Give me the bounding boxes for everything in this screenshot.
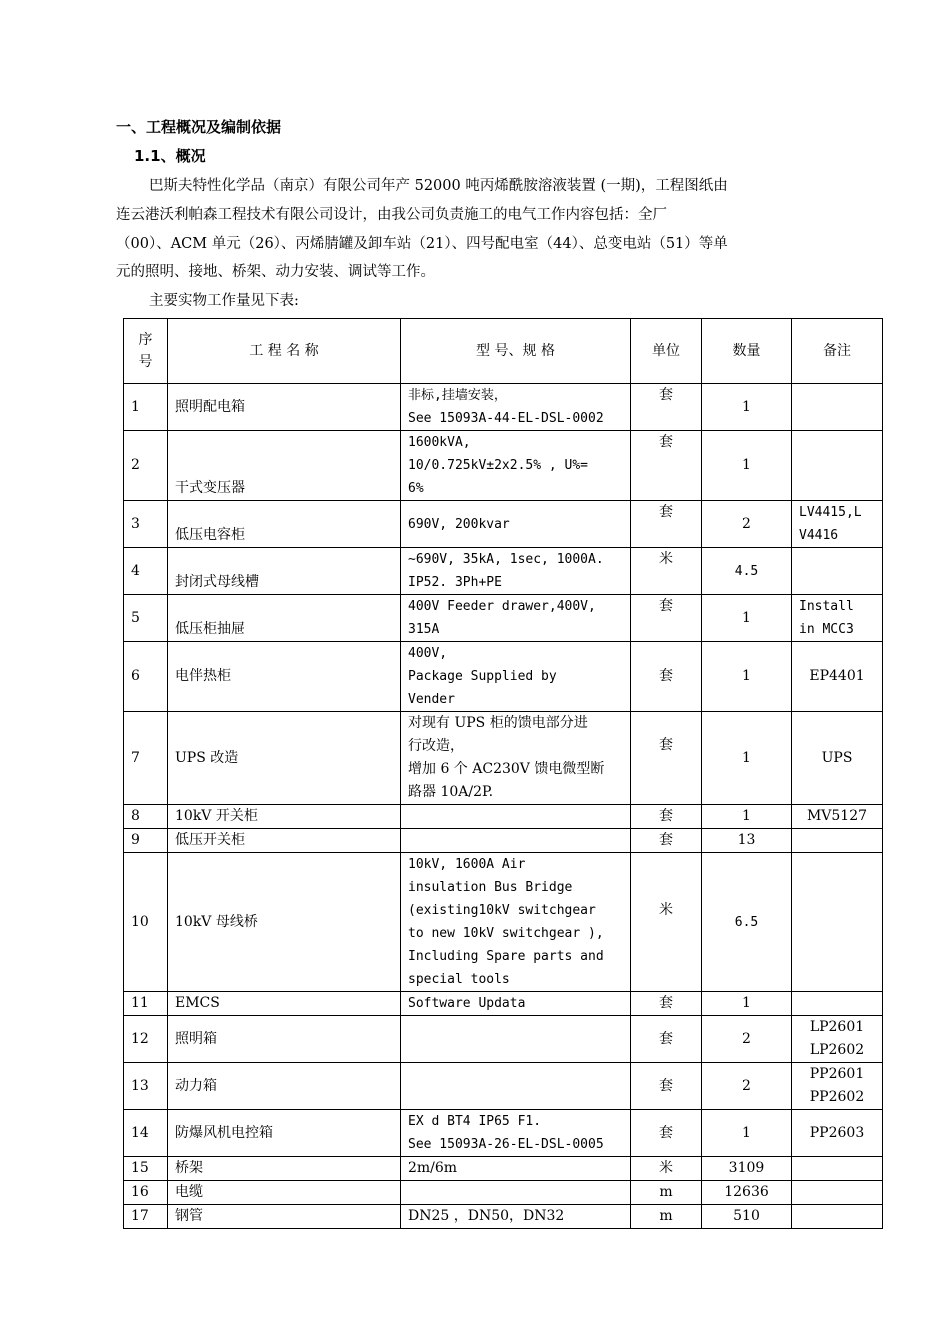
cell-name: 10kV 母线桥	[168, 853, 401, 992]
cell-name: 照明箱	[168, 1016, 401, 1063]
subsection-heading: 1.1、概况	[134, 147, 206, 165]
cell-qty: 1	[702, 595, 792, 642]
table-row	[124, 548, 883, 595]
cell-spec	[401, 805, 631, 829]
cell-qty: 1	[702, 1110, 792, 1157]
spec-text: EX d BT4 IP65 F1. See 15093A-26-EL-DSL-0005	[408, 1114, 604, 1152]
cell-name: 10kV 开关柜	[168, 805, 401, 829]
note-text: PP2601 PP2602	[809, 1066, 865, 1105]
cell-spec	[401, 853, 631, 992]
cell-unit: 套	[631, 1063, 702, 1110]
cell-unit: 套	[631, 712, 702, 805]
note-text: LP2601 LP2602	[809, 1019, 865, 1058]
cell-spec: Software Updata	[401, 992, 631, 1016]
cell-unit: 套	[631, 642, 702, 712]
cell-no: 7	[124, 712, 168, 805]
cell-name: 桥架	[168, 1157, 401, 1181]
header-no-label: 序号	[138, 331, 153, 370]
table-row	[124, 501, 883, 548]
table-row	[124, 992, 883, 1016]
header-note: 备注	[792, 319, 883, 384]
cell-spec	[401, 1016, 631, 1063]
cell-name: UPS 改造	[168, 712, 401, 805]
cell-qty: 1	[702, 992, 792, 1016]
cell-no: 12	[124, 1016, 168, 1063]
cell-no: 6	[124, 642, 168, 712]
cell-name: 动力箱	[168, 1063, 401, 1110]
cell-unit: 套	[631, 595, 702, 642]
cell-name: 电伴热柜	[168, 642, 401, 712]
cell-note	[792, 1181, 883, 1205]
cell-qty: 1	[702, 712, 792, 805]
cell-spec: DN25 ，DN50，DN32	[401, 1205, 631, 1229]
note-text: Install in MCC3	[799, 599, 854, 637]
cell-note	[792, 548, 883, 595]
paragraph-line-5: 主要实物工作量见下表:	[149, 293, 299, 309]
cell-note: UPS	[792, 712, 883, 805]
paragraph-line-2: 连云港沃利帕森工程技术有限公司设计，由我公司负责施工的电气工作内容包括：全厂	[116, 207, 667, 223]
cell-name: 低压电容柜	[168, 501, 401, 548]
cell-note	[792, 829, 883, 853]
cell-qty: 1	[702, 431, 792, 501]
cell-qty: 12636	[702, 1181, 792, 1205]
paragraph-line-4: 元的照明、接地、桥架、动力安装、调试等工作。	[116, 264, 435, 280]
cell-no: 14	[124, 1110, 168, 1157]
cell-note	[792, 992, 883, 1016]
cell-note	[792, 1016, 883, 1063]
cell-spec	[401, 1181, 631, 1205]
cell-no: 11	[124, 992, 168, 1016]
cell-unit: 套	[631, 501, 702, 548]
cell-qty: 6.5	[702, 853, 792, 992]
cell-name: 钢管	[168, 1205, 401, 1229]
note-text: LV4415,L V4416	[799, 505, 862, 543]
cell-unit: 套	[631, 1110, 702, 1157]
cell-unit: m	[631, 1181, 702, 1205]
cell-spec	[401, 712, 631, 805]
cell-note	[792, 1157, 883, 1181]
table-row	[124, 1205, 883, 1229]
cell-note: PP2603	[792, 1110, 883, 1157]
cell-unit: 套	[631, 431, 702, 501]
header-qty: 数量	[702, 319, 792, 384]
table-row	[124, 1157, 883, 1181]
header-no	[124, 319, 168, 384]
cell-qty: 1	[702, 384, 792, 431]
cell-note	[792, 1205, 883, 1229]
cell-unit: 套	[631, 805, 702, 829]
cell-no: 16	[124, 1181, 168, 1205]
table-row	[124, 431, 883, 501]
cell-note	[792, 853, 883, 992]
table-row	[124, 712, 883, 805]
cell-note	[792, 1063, 883, 1110]
cell-no: 8	[124, 805, 168, 829]
cell-no: 4	[124, 548, 168, 595]
spec-text: 400V Feeder drawer,400V, 315A	[408, 599, 596, 637]
cell-note	[792, 384, 883, 431]
spec-text: 690V, 200kvar	[408, 516, 510, 532]
cell-spec	[401, 595, 631, 642]
header-unit: 单位	[631, 319, 702, 384]
cell-note: EP4401	[792, 642, 883, 712]
cell-name: 防爆风机电控箱	[168, 1110, 401, 1157]
header-name: 工 程 名 称	[168, 319, 401, 384]
cell-no: 13	[124, 1063, 168, 1110]
table-row	[124, 829, 883, 853]
cell-note	[792, 595, 883, 642]
cell-unit: 米	[631, 853, 702, 992]
spec-text: 对现有 UPS 柜的馈电部分进 行改造， 增加 6 个 AC230V 馈电微型断 路器 10A/2P.	[408, 715, 605, 800]
cell-spec	[401, 431, 631, 501]
cell-unit: 套	[631, 829, 702, 853]
table-row	[124, 805, 883, 829]
cell-name: 封闭式母线槽	[168, 548, 401, 595]
cell-no: 17	[124, 1205, 168, 1229]
cell-note	[792, 431, 883, 501]
spec-text: ~690V, 35kA, 1sec, 1000A. IP52. 3Ph+PE	[408, 552, 604, 590]
cell-no: 5	[124, 595, 168, 642]
cell-spec	[401, 384, 631, 431]
table-row	[124, 642, 883, 712]
table-row	[124, 1181, 883, 1205]
cell-spec	[401, 1063, 631, 1110]
cell-qty: 2	[702, 501, 792, 548]
cell-name: 干式变压器	[168, 431, 401, 501]
cell-name: 低压开关柜	[168, 829, 401, 853]
cell-unit: 米	[631, 1157, 702, 1181]
cell-unit: 套	[631, 384, 702, 431]
cell-qty: 1	[702, 642, 792, 712]
paragraph-line-1: 巴斯夫特性化学品（南京）有限公司年产 52000 吨丙烯酰胺溶液装置 (一期)，工程图纸由	[149, 178, 728, 194]
cell-qty: 13	[702, 829, 792, 853]
cell-note	[792, 501, 883, 548]
cell-qty: 2	[702, 1016, 792, 1063]
cell-qty: 1	[702, 805, 792, 829]
cell-spec	[401, 501, 631, 548]
cell-unit: 米	[631, 548, 702, 595]
cell-no: 1	[124, 384, 168, 431]
cell-qty: 510	[702, 1205, 792, 1229]
cell-name: 电缆	[168, 1181, 401, 1205]
table-row	[124, 1110, 883, 1157]
table-row	[124, 595, 883, 642]
cell-unit: m	[631, 1205, 702, 1229]
cell-no: 2	[124, 431, 168, 501]
cell-name: EMCS	[168, 992, 401, 1016]
cell-unit: 套	[631, 1016, 702, 1063]
table-row	[124, 1063, 883, 1110]
cell-no: 3	[124, 501, 168, 548]
section-heading: 一、工程概况及编制依据	[116, 118, 282, 136]
cell-qty: 2	[702, 1063, 792, 1110]
cell-no: 15	[124, 1157, 168, 1181]
spec-text: 400V, Package Supplied by Vender	[408, 646, 557, 707]
table-header-row	[124, 319, 883, 384]
cell-spec	[401, 642, 631, 712]
cell-spec: 2m/6m	[401, 1157, 631, 1181]
cell-unit: 套	[631, 992, 702, 1016]
table-row	[124, 1016, 883, 1063]
paragraph-line-3: （00）、ACM 单元（26）、丙烯腈罐及卸车站（21）、四号配电室（44）、总变电站（51）等单	[116, 236, 728, 252]
cell-name: 照明配电箱	[168, 384, 401, 431]
cell-qty: 3109	[702, 1157, 792, 1181]
table-row	[124, 853, 883, 992]
cell-spec	[401, 548, 631, 595]
cell-no: 9	[124, 829, 168, 853]
cell-spec	[401, 1110, 631, 1157]
cell-spec	[401, 829, 631, 853]
cell-no: 10	[124, 853, 168, 992]
spec-text: 1600kVA, 10/0.725kV±2x2.5% , U%= 6%	[408, 435, 589, 496]
cell-name: 低压柜抽屉	[168, 595, 401, 642]
cell-qty: 4.5	[702, 548, 792, 595]
spec-text: 10kV, 1600A Air insulation Bus Bridge (existing10kV switchgear to new 10kV switchgear ), Including Spare parts and special tools	[408, 857, 604, 987]
cell-note: MV5127	[792, 805, 883, 829]
spec-text: 非标,挂墙安装， See 15093A-44-EL-DSL-0002	[408, 388, 604, 426]
header-spec: 型 号、规 格	[401, 319, 631, 384]
table-row	[124, 384, 883, 431]
workload-table	[123, 318, 883, 1229]
